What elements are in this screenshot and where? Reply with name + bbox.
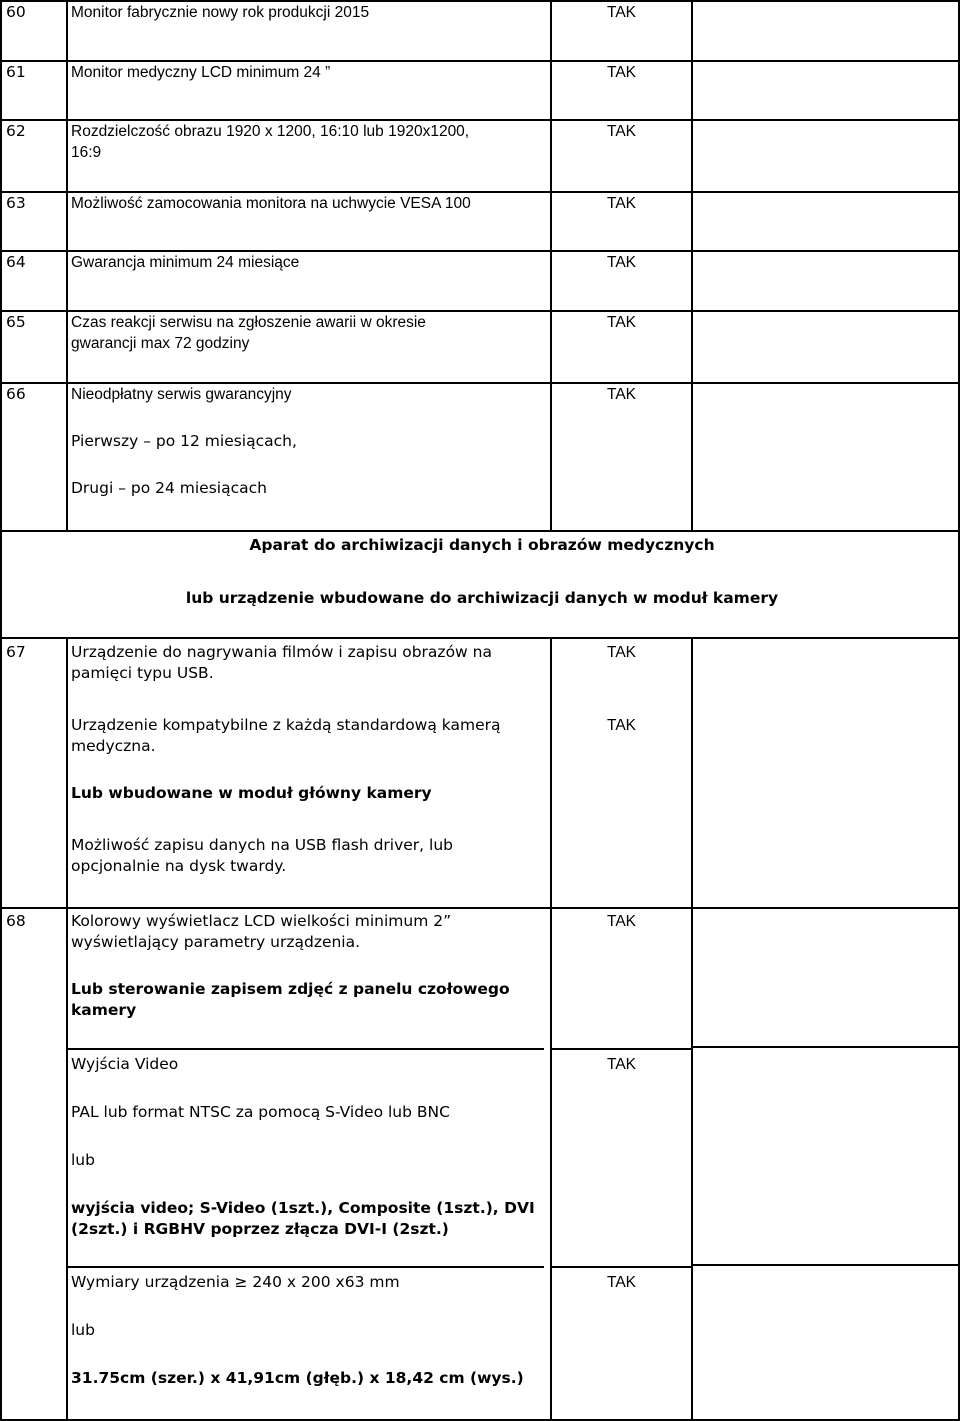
- row-number: 64: [1, 251, 67, 311]
- row-value: TAK: [551, 251, 692, 311]
- section-header: [1, 531, 959, 638]
- table-row: [1, 383, 959, 531]
- table-row: [1, 638, 959, 908]
- row-number: 67: [1, 638, 67, 908]
- row-offer-cell: [692, 251, 959, 311]
- row-description: Nieodpłatny serwis gwarancyjny Pierwszy – po 12 miesiącach, Drugi – po 24 miesiącach: [67, 383, 551, 531]
- row-number: 62: [1, 120, 67, 192]
- table-row: [1, 908, 959, 1420]
- row-value: TAK TAK: [551, 638, 692, 908]
- row-description: Czas reakcji serwisu na zgłoszenie awarii w okresie gwarancji max 72 godziny: [67, 311, 551, 383]
- row-value: TAK: [551, 383, 692, 531]
- row-value: TAK: [551, 311, 692, 383]
- row-offer-cell: [692, 61, 959, 120]
- row-value: TAK: [551, 192, 692, 251]
- row-number: 60: [1, 1, 67, 61]
- row-offer-cell: [692, 908, 959, 1420]
- row-description: Kolorowy wyświetlacz LCD wielkości minimum 2” wyświetlający parametry urządzenia. Lub sterowanie zapisem zdjęć z panelu czołowego kamery Wyjścia Video PAL lub format NTSC za pomocą S-Video lub BNC lub wyjścia video; S-Video (1szt.), Composite (1szt.), DVI (2szt.) i RGBHV poprzez złącza DVI-I (2szt.) Wymiary urządzenia ≥ 240 x 200 x63 mm lub 31.75cm (szer.) x 41,91cm (głęb.) x 18,42 cm (wys.): [67, 908, 551, 1420]
- row-offer-cell: [692, 311, 959, 383]
- row-description: Monitor fabrycznie nowy rok produkcji 2015: [67, 1, 551, 61]
- row-value: TAK: [551, 1, 692, 61]
- row-number: 66: [1, 383, 67, 531]
- table-row: [1, 311, 959, 383]
- table-row: [1, 61, 959, 120]
- section-header-line2: lub urządzenie wbudowane do archiwizacji danych w moduł kamery: [185, 589, 779, 607]
- row-description: Rozdzielczość obrazu 1920 x 1200, 16:10 lub 1920x1200, 16:9: [67, 120, 551, 192]
- table-row: [1, 1, 959, 61]
- row-description: Możliwość zamocowania monitora na uchwycie VESA 100: [67, 192, 551, 251]
- row-number: 61: [1, 61, 67, 120]
- row-offer-cell: [692, 1, 959, 61]
- row-offer-cell: [692, 120, 959, 192]
- row-number: 68: [1, 908, 67, 1420]
- row-number: 65: [1, 311, 67, 383]
- table-row: [1, 120, 959, 192]
- row-description: Monitor medyczny LCD minimum 24 ”: [67, 61, 551, 120]
- section-header-line1: Aparat do archiwizacji danych i obrazów medycznych: [249, 536, 715, 554]
- row-description: Urządzenie do nagrywania filmów i zapisu obrazów na pamięci typu USB. Urządzenie kompatybilne z każdą standardową kamerą medyczna. Lub wbudowane w moduł główny kamery Możliwość zapisu danych na USB flash driver, lub opcjonalnie na dysk twardy.: [67, 638, 551, 908]
- row-offer-cell: [692, 383, 959, 531]
- row-value: TAK TAK TAK: [551, 908, 692, 1420]
- table-row: [1, 192, 959, 251]
- row-value: TAK: [551, 61, 692, 120]
- row-offer-cell: [692, 638, 959, 908]
- row-description: Gwarancja minimum 24 miesiące: [67, 251, 551, 311]
- section-header-row: [1, 531, 959, 638]
- table-row: [1, 251, 959, 311]
- row-value: TAK: [551, 120, 692, 192]
- row-number: 63: [1, 192, 67, 251]
- row-offer-cell: [692, 192, 959, 251]
